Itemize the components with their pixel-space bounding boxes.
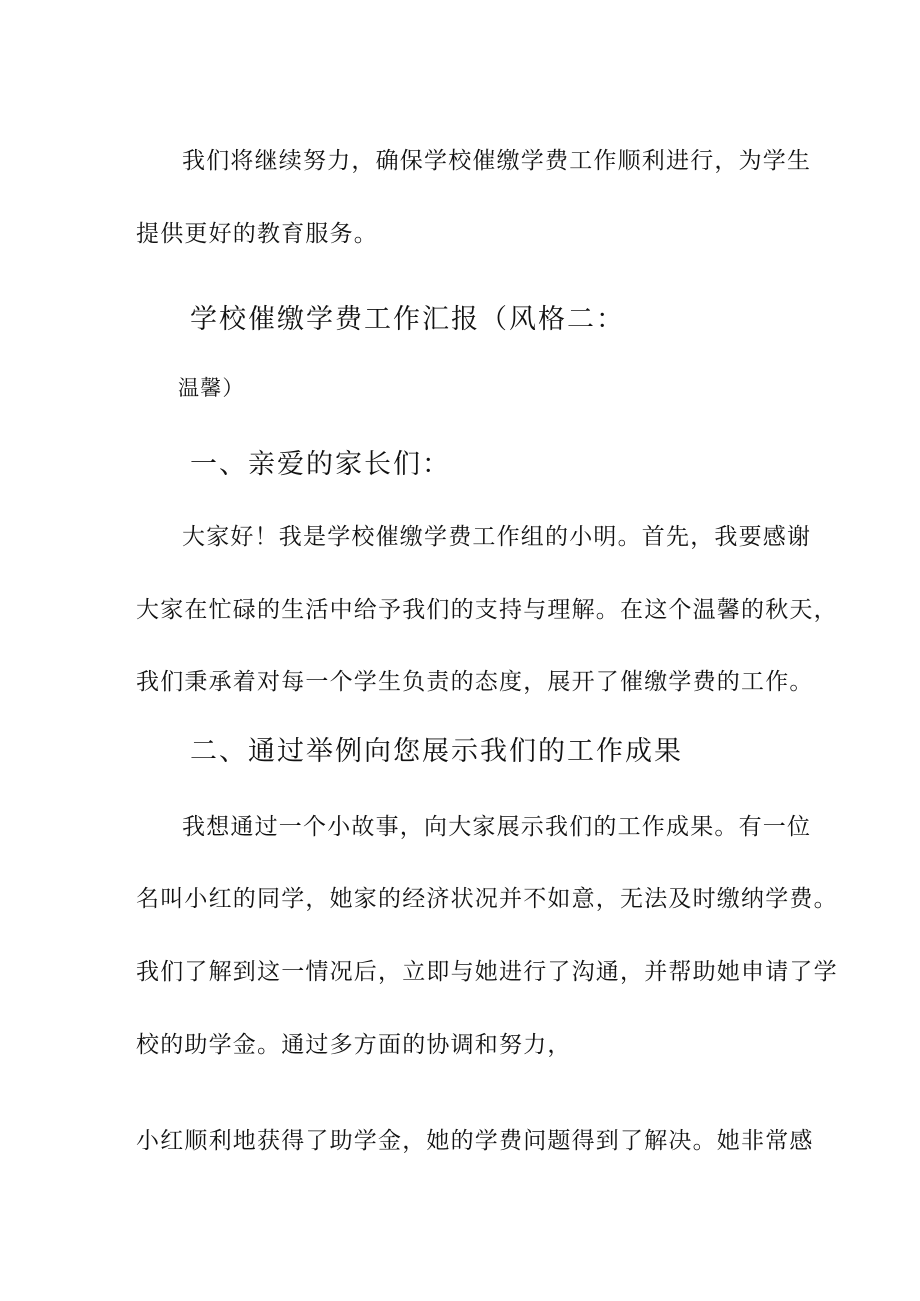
paragraph-line: 大家在忙碌的生活中给予我们的支持与理解。在这个温馨的秋天， — [136, 597, 838, 623]
document-title-continuation: 温馨） — [178, 376, 245, 400]
paragraph-line: 我们秉承着对每一个学生负责的态度，展开了催缴学费的工作。 — [136, 669, 814, 695]
document-title: 学校催缴学费工作汇报（风格二： — [190, 304, 625, 335]
paragraph-line: 名叫小红的同学，她家的经济状况并不如意，无法及时缴纳学费。 — [136, 886, 838, 912]
section-heading-2: 二、通过举例向您展示我们的工作成果 — [190, 736, 683, 767]
paragraph-line: 提供更好的教育服务。 — [136, 221, 378, 247]
paragraph-line: 小红顺利地获得了助学金，她的学费问题得到了解决。她非常感 — [136, 1128, 814, 1154]
paragraph-line: 大家好！我是学校催缴学费工作组的小明。首先，我要感谢 — [182, 524, 812, 550]
section-heading-1: 一、亲爱的家长们： — [190, 449, 451, 480]
paragraph-line: 校的助学金。通过多方面的协调和努力， — [136, 1032, 572, 1058]
paragraph-line: 我们将继续努力，确保学校催缴学费工作顺利进行，为学生 — [182, 148, 812, 174]
paragraph-line: 我们了解到这一情况后，立即与她进行了沟通，并帮助她申请了学 — [136, 959, 838, 985]
paragraph-line: 我想通过一个小故事，向大家展示我们的工作成果。有一位 — [182, 814, 812, 840]
